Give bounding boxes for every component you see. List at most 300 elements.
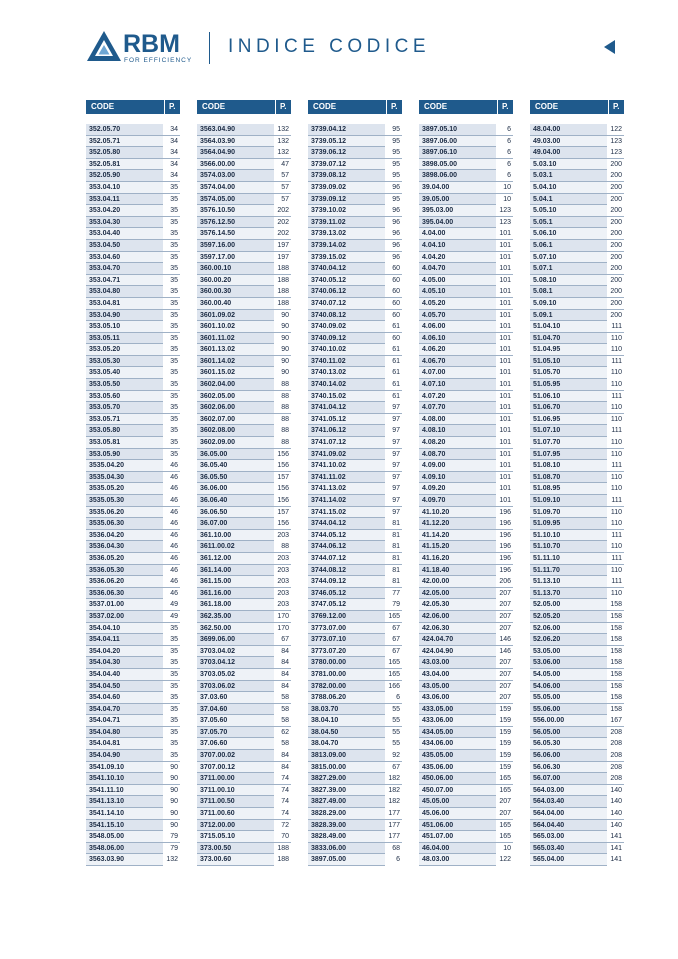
index-column-1 xyxy=(86,100,180,866)
code-cell: 3782.00.00 xyxy=(311,682,347,690)
table-row xyxy=(197,124,291,136)
code-cell: 56.05.00 xyxy=(533,728,561,736)
page-title: INDICE CODICE xyxy=(228,36,431,57)
code-cell: 3535.04.30 xyxy=(89,473,125,481)
page-cell: 158 xyxy=(607,704,624,715)
page-cell: 35 xyxy=(163,367,180,378)
code-cell: 52.05.20 xyxy=(533,612,561,620)
code-cell: 565.03.00 xyxy=(533,833,565,841)
code-cell: 3740.04.12 xyxy=(311,265,347,273)
rows xyxy=(419,124,513,866)
table-row xyxy=(86,854,180,866)
code-cell: 3739.07.12 xyxy=(311,160,347,168)
page-cell: 141 xyxy=(607,854,624,865)
table-row xyxy=(197,449,291,461)
page-cell: 35 xyxy=(163,344,180,355)
code-cell: 3564.04.90 xyxy=(200,149,236,157)
page-cell: 122 xyxy=(496,854,513,865)
table-row xyxy=(86,333,180,345)
code-cell: 3740.13.02 xyxy=(311,369,347,377)
page-cell: 208 xyxy=(607,762,624,773)
table-row xyxy=(530,565,624,577)
table-row xyxy=(308,391,402,403)
code-cell: 435.06.00 xyxy=(422,763,454,771)
code-cell: 353.05.71 xyxy=(89,415,121,423)
table-row xyxy=(530,762,624,774)
code-cell: 352.05.80 xyxy=(89,149,121,157)
page-cell: 84 xyxy=(274,646,291,657)
table-row xyxy=(86,495,180,507)
code-cell: 3740.09.02 xyxy=(311,323,347,331)
code-cell: 424.04.90 xyxy=(422,647,454,655)
code-cell: 3781.00.00 xyxy=(311,670,347,678)
table-row xyxy=(86,460,180,472)
table-row xyxy=(530,379,624,391)
code-header: CODE xyxy=(424,102,448,111)
code-cell: 3541.14.10 xyxy=(89,810,125,818)
code-cell: 3740.08.12 xyxy=(311,311,347,319)
table-row xyxy=(308,217,402,229)
page-cell: 35 xyxy=(163,449,180,460)
code-cell: 3741.06.12 xyxy=(311,427,347,435)
code-cell: 353.05.11 xyxy=(89,334,120,342)
table-row xyxy=(197,170,291,182)
code-cell: 4.05.00 xyxy=(422,276,446,284)
table-row xyxy=(419,634,513,646)
table-row xyxy=(530,159,624,171)
page-cell: 146 xyxy=(496,646,513,657)
page-cell: 110 xyxy=(607,588,624,599)
table-row xyxy=(530,588,624,600)
table-row xyxy=(419,507,513,519)
table-row xyxy=(86,507,180,519)
code-cell: 3536.06.20 xyxy=(89,578,125,586)
page-cell: 110 xyxy=(607,379,624,390)
page-cell: 200 xyxy=(607,286,624,297)
code-header: CODE xyxy=(535,102,559,111)
table-row xyxy=(86,808,180,820)
code-cell: 3601.15.02 xyxy=(200,369,236,377)
table-row xyxy=(197,820,291,832)
table-row xyxy=(530,692,624,704)
code-cell: 435.05.00 xyxy=(422,752,454,760)
table-row xyxy=(86,321,180,333)
table-row xyxy=(530,414,624,426)
table-row xyxy=(308,796,402,808)
code-cell: 37.05.60 xyxy=(200,717,228,725)
code-cell: 4.06.20 xyxy=(422,346,446,354)
rows xyxy=(86,124,180,866)
table-row xyxy=(530,286,624,298)
code-cell: 3744.05.12 xyxy=(311,531,347,539)
page-cell: 101 xyxy=(496,495,513,506)
code-cell: 4.04.20 xyxy=(422,253,446,261)
table-row xyxy=(530,715,624,727)
code-cell: 3602.07.00 xyxy=(200,415,236,423)
code-cell: 51.06.70 xyxy=(533,404,561,412)
code-cell: 352.05.90 xyxy=(89,172,121,180)
code-cell: 395.04.00 xyxy=(422,218,454,226)
code-cell: 353.04.80 xyxy=(89,288,121,296)
page-cell: 67 xyxy=(274,634,291,645)
table-row xyxy=(86,773,180,785)
code-cell: 353.04.11 xyxy=(89,195,120,203)
page-cell: 188 xyxy=(274,275,291,286)
page-cell: 81 xyxy=(385,530,402,541)
code-cell: 433.05.00 xyxy=(422,705,454,713)
table-row xyxy=(530,217,624,229)
page-cell: 177 xyxy=(385,808,402,819)
code-cell: 3739.11.02 xyxy=(311,218,346,226)
page-cell: 123 xyxy=(496,217,513,228)
code-cell: 4.09.20 xyxy=(422,485,446,493)
table-row xyxy=(197,391,291,403)
page-header-label: P. xyxy=(391,102,398,111)
code-cell: 45.05.00 xyxy=(422,798,450,806)
table-row xyxy=(530,182,624,194)
code-header: CODE xyxy=(202,102,226,111)
page-cell: 57 xyxy=(274,182,291,193)
page-cell: 196 xyxy=(496,553,513,564)
page-cell: 101 xyxy=(496,425,513,436)
page-cell: 74 xyxy=(274,785,291,796)
table-row xyxy=(86,623,180,635)
page-cell: 35 xyxy=(163,228,180,239)
code-header: CODE xyxy=(91,102,115,111)
page-cell: 157 xyxy=(274,472,291,483)
page-cell: 35 xyxy=(163,750,180,761)
page-cell: 158 xyxy=(607,646,624,657)
code-cell: 37.03.60 xyxy=(200,694,228,702)
page-cell: 141 xyxy=(607,831,624,842)
table-row xyxy=(530,170,624,182)
code-cell: 3699.06.00 xyxy=(200,636,236,644)
table-row xyxy=(197,182,291,194)
page-cell: 200 xyxy=(607,298,624,309)
page-cell: 156 xyxy=(274,495,291,506)
code-cell: 360.00.10 xyxy=(200,265,232,273)
table-row xyxy=(419,170,513,182)
table-row xyxy=(419,228,513,240)
table-row xyxy=(86,194,180,206)
table-row xyxy=(197,715,291,727)
code-cell: 362.35.00 xyxy=(200,612,232,620)
code-cell: 353.04.70 xyxy=(89,265,121,273)
column-header xyxy=(530,100,624,114)
page-cell: 165 xyxy=(385,611,402,622)
code-cell: 353.04.30 xyxy=(89,218,121,226)
code-cell: 3773.07.20 xyxy=(311,647,347,655)
code-cell: 4.05.70 xyxy=(422,311,446,319)
page-cell: 35 xyxy=(163,669,180,680)
page-header-cell xyxy=(386,100,402,114)
code-cell: 5.09.10 xyxy=(533,299,557,307)
code-cell: 3601.10.02 xyxy=(200,323,236,331)
page-cell: 207 xyxy=(496,623,513,634)
table-row xyxy=(419,205,513,217)
table-row xyxy=(308,252,402,264)
table-row xyxy=(530,623,624,635)
code-cell: 353.05.10 xyxy=(89,323,121,331)
table-row xyxy=(86,704,180,716)
page-cell: 101 xyxy=(496,333,513,344)
page-cell: 79 xyxy=(163,831,180,842)
page-cell: 208 xyxy=(607,727,624,738)
code-cell: 450.07.00 xyxy=(422,786,454,794)
code-cell: 3739.10.02 xyxy=(311,207,347,215)
page-cell: 110 xyxy=(607,333,624,344)
code-cell: 3746.05.12 xyxy=(311,589,347,597)
table-row xyxy=(308,646,402,658)
code-cell: 564.03.00 xyxy=(533,786,565,794)
table-row xyxy=(308,565,402,577)
table-row xyxy=(197,147,291,159)
code-cell: 565.04.00 xyxy=(533,856,565,864)
table-row xyxy=(86,727,180,739)
page-cell: 46 xyxy=(163,565,180,576)
table-row xyxy=(197,773,291,785)
code-cell: 3602.05.00 xyxy=(200,392,236,400)
table-row xyxy=(419,808,513,820)
code-cell: 352.05.71 xyxy=(89,137,121,145)
table-row xyxy=(86,182,180,194)
table-row xyxy=(530,425,624,437)
table-row xyxy=(530,228,624,240)
page-cell: 111 xyxy=(607,460,624,471)
code-cell: 41.14.20 xyxy=(422,531,450,539)
page-cell: 140 xyxy=(607,820,624,831)
page-cell: 101 xyxy=(496,437,513,448)
triangle-left-icon[interactable] xyxy=(604,40,616,54)
table-row xyxy=(419,391,513,403)
table-row xyxy=(86,344,180,356)
table-row xyxy=(86,286,180,298)
table-row xyxy=(419,843,513,855)
table-row xyxy=(419,495,513,507)
page-cell: 95 xyxy=(385,170,402,181)
code-cell: 3740.15.02 xyxy=(311,392,347,400)
code-cell: 3897.06.00 xyxy=(422,137,458,145)
code-cell: 3711.00.50 xyxy=(200,798,235,806)
page-cell: 84 xyxy=(274,762,291,773)
table-row xyxy=(419,124,513,136)
table-row xyxy=(197,681,291,693)
table-row xyxy=(86,367,180,379)
page-cell: 101 xyxy=(496,298,513,309)
code-cell: 3813.09.00 xyxy=(311,752,347,760)
page-cell: 79 xyxy=(163,843,180,854)
page-cell: 67 xyxy=(385,762,402,773)
column-header xyxy=(308,100,402,114)
rows xyxy=(530,124,624,866)
table-row xyxy=(197,762,291,774)
code-cell: 5.08.10 xyxy=(533,276,557,284)
page-cell: 58 xyxy=(274,738,291,749)
code-cell: 3703.05.02 xyxy=(200,670,236,678)
table-row xyxy=(530,483,624,495)
code-cell: 3711.00.10 xyxy=(200,786,235,794)
page-cell: 90 xyxy=(163,762,180,773)
code-cell: 3741.13.02 xyxy=(311,485,347,493)
page-cell: 101 xyxy=(496,310,513,321)
page-cell: 67 xyxy=(385,623,402,634)
table-row xyxy=(419,646,513,658)
page-cell: 88 xyxy=(274,437,291,448)
code-cell: 42.00.00 xyxy=(422,578,450,586)
table-row xyxy=(308,298,402,310)
code-cell: 3788.06.20 xyxy=(311,694,347,702)
page-cell: 158 xyxy=(607,669,624,680)
table-row xyxy=(86,298,180,310)
code-cell: 51.08.10 xyxy=(533,462,561,470)
table-row xyxy=(530,796,624,808)
page-cell: 90 xyxy=(274,321,291,332)
table-row xyxy=(530,136,624,148)
code-cell: 353.05.30 xyxy=(89,357,121,365)
table-row xyxy=(86,205,180,217)
table-row xyxy=(86,843,180,855)
table-row xyxy=(419,240,513,252)
table-row xyxy=(308,576,402,588)
page-cell: 10 xyxy=(496,843,513,854)
page-cell: 96 xyxy=(385,228,402,239)
code-cell: 56.07.00 xyxy=(533,775,561,783)
code-cell: 3574.05.00 xyxy=(200,195,236,203)
page-cell: 35 xyxy=(163,738,180,749)
page-header-cell xyxy=(275,100,291,114)
page-cell: 72 xyxy=(274,820,291,831)
code-cell: 354.04.71 xyxy=(89,717,121,725)
page-cell: 35 xyxy=(163,182,180,193)
page-cell: 101 xyxy=(496,472,513,483)
table-row xyxy=(197,437,291,449)
code-cell: 3898.05.00 xyxy=(422,160,458,168)
table-row xyxy=(419,310,513,322)
table-row xyxy=(530,704,624,716)
page-cell: 60 xyxy=(385,263,402,274)
page-cell: 35 xyxy=(163,240,180,251)
code-cell: 4.07.20 xyxy=(422,392,446,400)
table-row xyxy=(530,275,624,287)
index-column-3 xyxy=(308,100,402,866)
page-cell: 46 xyxy=(163,495,180,506)
code-cell: 3833.06.00 xyxy=(311,844,347,852)
code-cell: 3536.05.20 xyxy=(89,554,125,562)
code-cell: 424.04.70 xyxy=(422,636,454,644)
page-cell: 34 xyxy=(163,159,180,170)
table-row xyxy=(86,356,180,368)
table-row xyxy=(419,414,513,426)
code-cell: 41.18.40 xyxy=(422,566,450,574)
page-cell: 49 xyxy=(163,611,180,622)
page-header-label: P. xyxy=(280,102,287,111)
code-cell: 3744.09.12 xyxy=(311,578,347,586)
table-row xyxy=(419,611,513,623)
page-cell: 81 xyxy=(385,576,402,587)
table-row xyxy=(530,727,624,739)
table-row xyxy=(530,553,624,565)
code-cell: 353.04.71 xyxy=(89,276,121,284)
code-cell: 51.08.95 xyxy=(533,485,561,493)
code-cell: 5.03.1 xyxy=(533,172,553,180)
code-cell: 51.06.10 xyxy=(533,392,561,400)
code-cell: 3536.04.20 xyxy=(89,531,125,539)
code-cell: 5.04.10 xyxy=(533,183,557,191)
page-cell: 158 xyxy=(607,657,624,668)
table-row xyxy=(419,576,513,588)
page-cell: 90 xyxy=(163,808,180,819)
page-cell: 140 xyxy=(607,785,624,796)
code-cell: 3611.00.02 xyxy=(200,543,235,551)
table-row xyxy=(86,518,180,530)
code-cell: 36.05.50 xyxy=(200,473,228,481)
page-cell: 101 xyxy=(496,402,513,413)
code-cell: 51.11.10 xyxy=(533,554,560,562)
page-cell: 165 xyxy=(496,820,513,831)
page-cell: 101 xyxy=(496,414,513,425)
code-cell: 56.06.30 xyxy=(533,763,561,771)
page-cell: 110 xyxy=(607,541,624,552)
code-cell: 37.04.60 xyxy=(200,705,228,713)
page-cell: 84 xyxy=(274,750,291,761)
logo-brand-text: RBM xyxy=(123,30,180,58)
page-cell: 156 xyxy=(274,518,291,529)
index-column-2 xyxy=(197,100,291,866)
code-cell: 3574.04.00 xyxy=(200,183,236,191)
page-cell: 111 xyxy=(607,425,624,436)
page-cell: 35 xyxy=(163,623,180,634)
page-cell: 92 xyxy=(385,750,402,761)
page-cell: 74 xyxy=(274,796,291,807)
page-cell: 67 xyxy=(385,634,402,645)
page-cell: 159 xyxy=(496,738,513,749)
table-row xyxy=(197,425,291,437)
code-cell: 3740.06.12 xyxy=(311,288,347,296)
table-row xyxy=(419,657,513,669)
table-row xyxy=(530,333,624,345)
code-cell: 353.04.40 xyxy=(89,230,121,238)
code-cell: 51.07.10 xyxy=(533,427,561,435)
code-cell: 433.06.00 xyxy=(422,717,454,725)
page-cell: 196 xyxy=(496,518,513,529)
page-cell: 96 xyxy=(385,252,402,263)
code-cell: 3897.05.10 xyxy=(422,126,458,133)
code-cell: 51.09.95 xyxy=(533,520,561,528)
code-cell: 451.06.00 xyxy=(422,821,454,829)
page-cell: 35 xyxy=(163,715,180,726)
table-row xyxy=(308,634,402,646)
table-row xyxy=(308,507,402,519)
table-row xyxy=(197,530,291,542)
code-cell: 4.08.20 xyxy=(422,439,446,447)
table-row xyxy=(197,599,291,611)
page-cell: 35 xyxy=(163,727,180,738)
code-cell: 3601.14.02 xyxy=(200,357,236,365)
code-cell: 5.05.10 xyxy=(533,207,557,215)
page-cell: 196 xyxy=(496,541,513,552)
page-cell: 110 xyxy=(607,518,624,529)
page-cell: 159 xyxy=(496,715,513,726)
page-cell: 35 xyxy=(163,437,180,448)
code-cell: 3566.00.00 xyxy=(200,160,236,168)
page-cell: 196 xyxy=(496,530,513,541)
code-cell: 3740.10.02 xyxy=(311,346,347,354)
table-row xyxy=(86,425,180,437)
page-cell: 101 xyxy=(496,379,513,390)
table-row xyxy=(419,460,513,472)
code-cell: 3828.39.00 xyxy=(311,821,347,829)
page-cell: 61 xyxy=(385,321,402,332)
